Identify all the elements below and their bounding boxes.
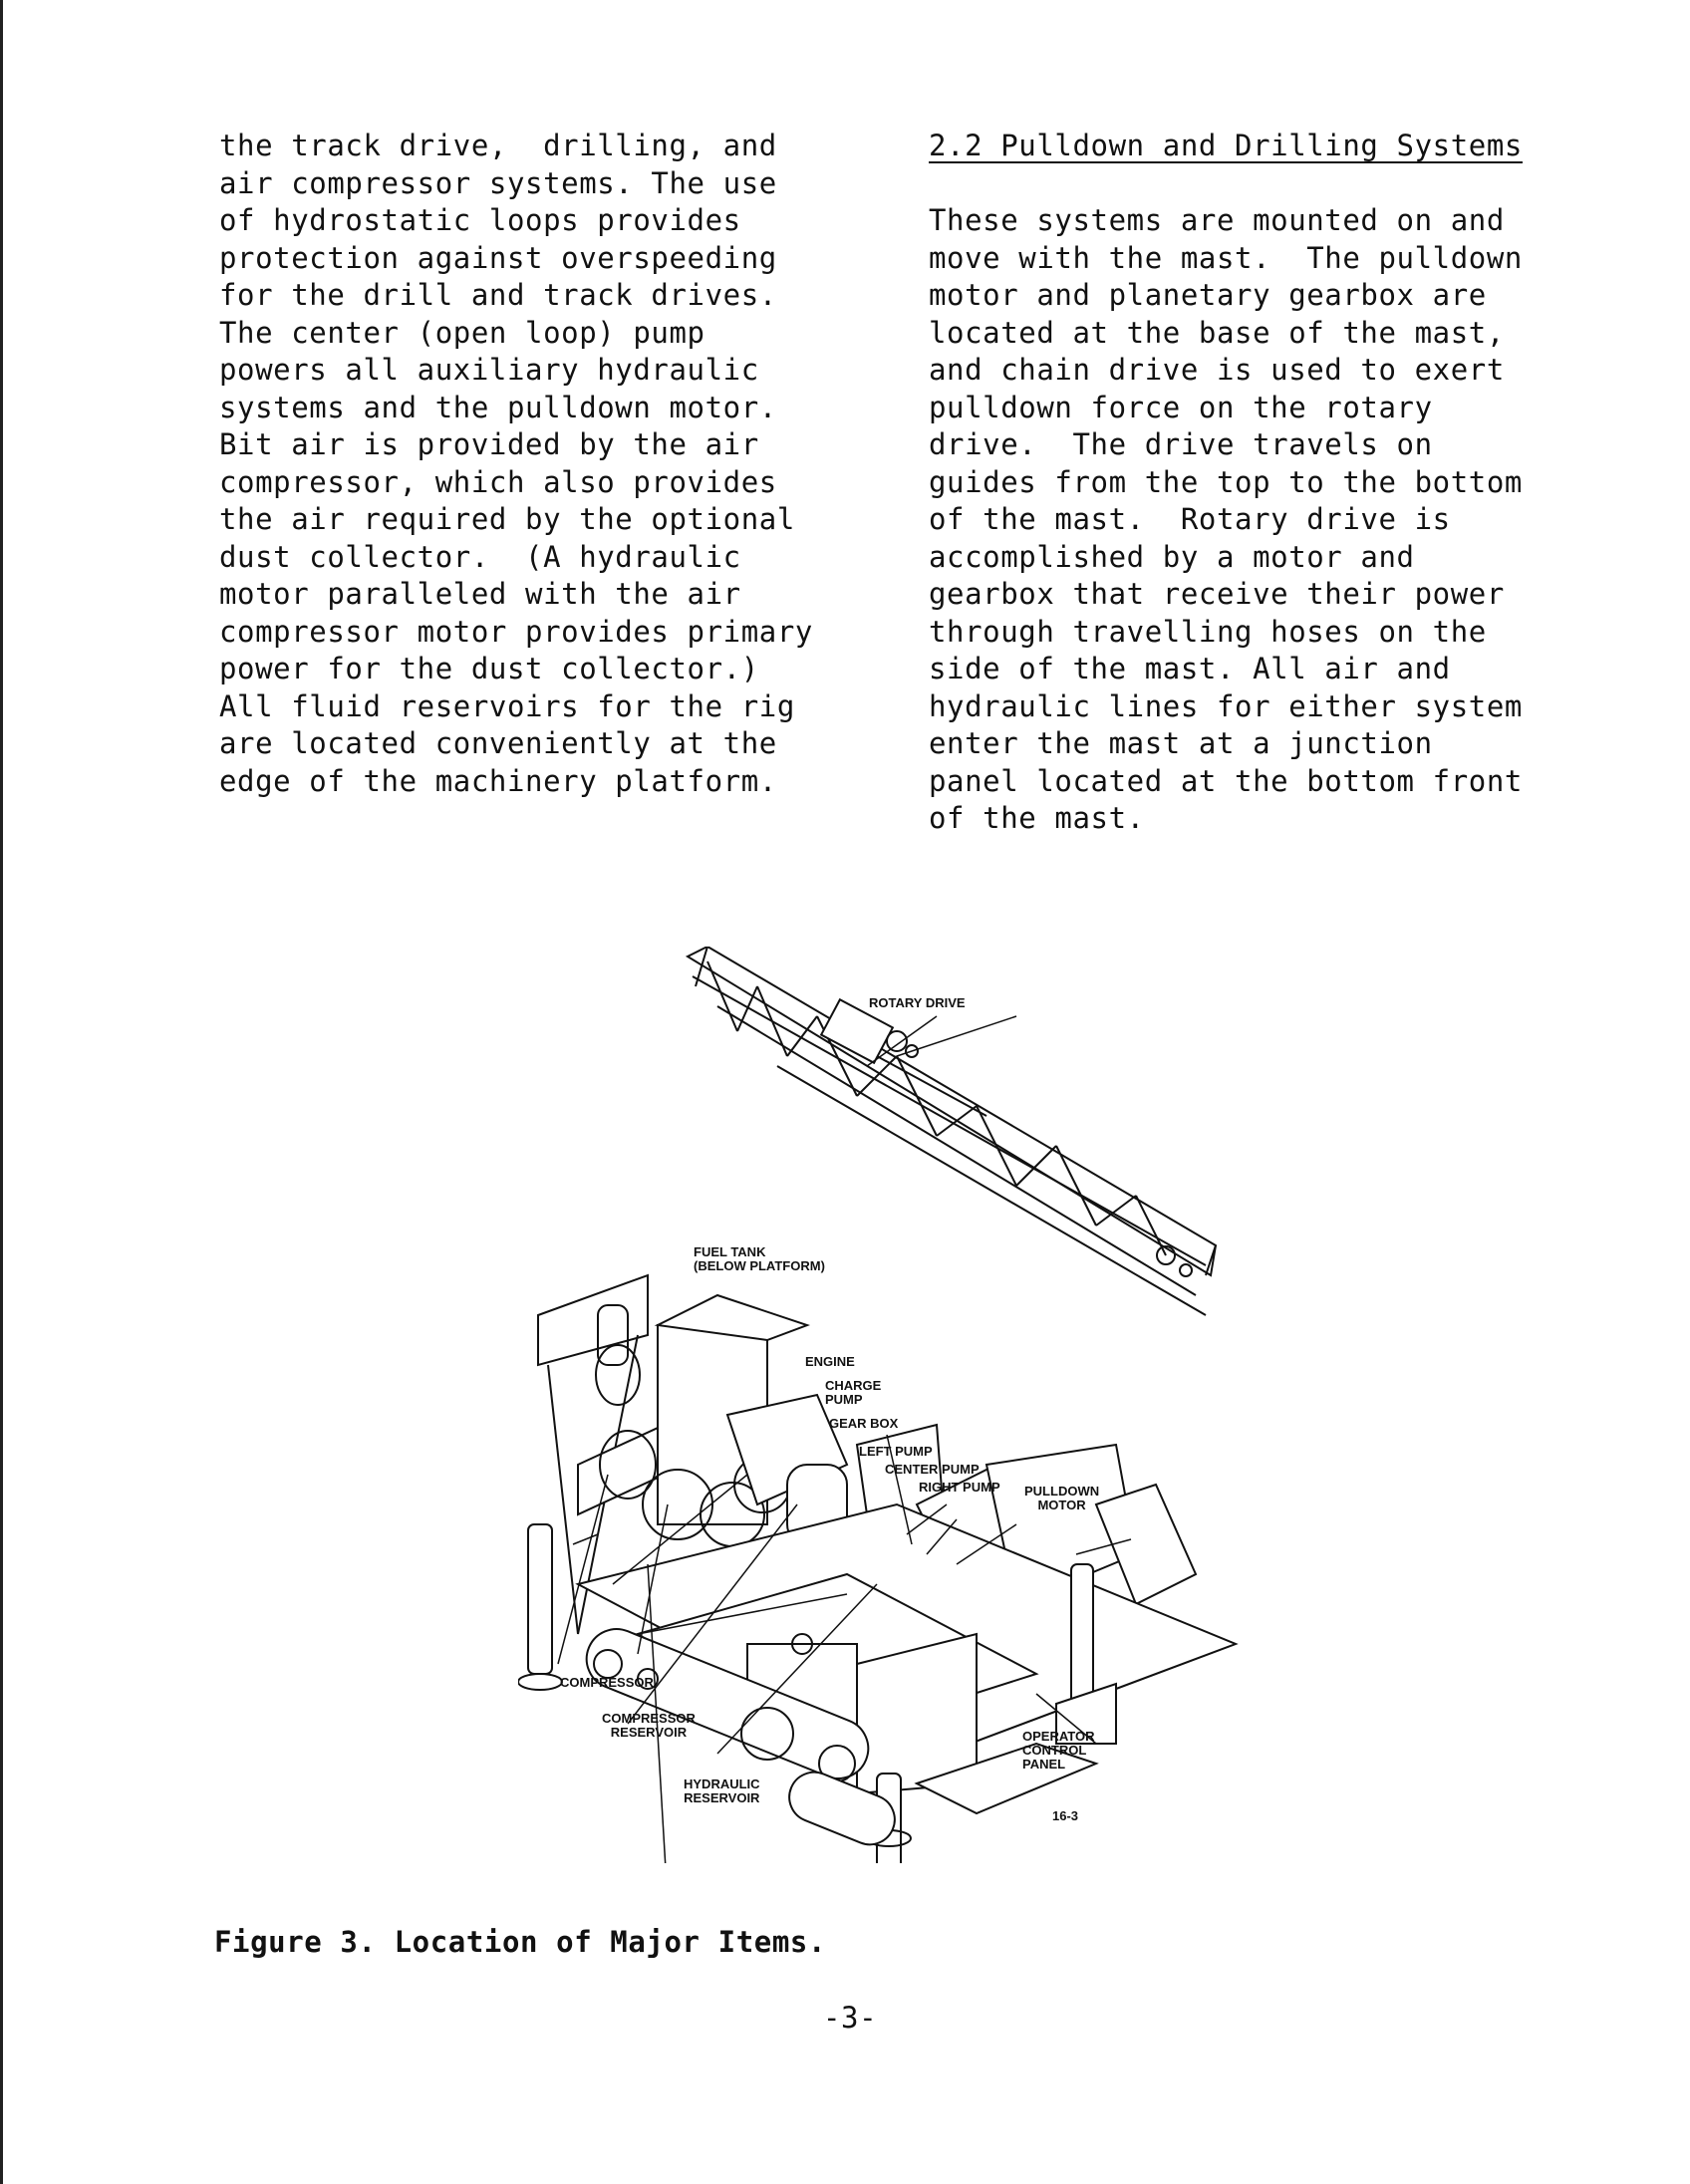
label-compressor: COMPRESSOR	[560, 1675, 654, 1690]
left-text-line: All fluid reservoirs for the rig	[219, 688, 795, 723]
label-pulldown-motor: PULLDOWN MOTOR	[1024, 1484, 1100, 1512]
right-text-line: side of the mast. All air and	[929, 652, 1451, 685]
right-text-line: pulldown force on the rotary	[929, 390, 1433, 424]
left-text-line: of hydrostatic loops provides	[219, 203, 741, 237]
left-text-line: dust collector. (A hydraulic	[219, 539, 741, 574]
right-text-line: hydraulic lines for either system	[929, 688, 1523, 723]
left-text-line: power for the dust collector.)	[219, 652, 759, 685]
left-text-line: The center (open loop) pump	[219, 315, 705, 350]
label-compressor-reservoir: COMPRESSOR RESERVOIR	[602, 1711, 696, 1740]
right-text-line: of the mast. Rotary drive is	[929, 502, 1451, 536]
label-rotary-drive: ROTARY DRIVE	[869, 995, 966, 1010]
right-text-line: drive. The drive travels on	[929, 427, 1433, 461]
left-text-line: air compressor systems. The use	[219, 165, 777, 200]
right-text-column	[929, 128, 1566, 838]
left-text-line: systems and the pulldown motor.	[219, 390, 777, 424]
right-text-line: gearbox that receive their power	[929, 577, 1505, 611]
label-fuel-tank: FUEL TANK (BELOW PLATFORM)	[694, 1244, 825, 1273]
label-figure-code: 16-3	[1052, 1808, 1079, 1823]
right-text-line: through travelling hoses on the	[929, 614, 1487, 649]
right-text-line: and chain drive is used to exert	[929, 353, 1505, 387]
label-center-pump: CENTER PUMP	[885, 1462, 980, 1477]
figure-caption: Figure 3. Location of Major Items.	[214, 1925, 827, 1959]
left-text-line: motor paralleled with the air	[219, 577, 741, 611]
left-text-line: the track drive, drilling, and	[219, 129, 777, 162]
right-text-line: of the mast.	[929, 801, 1145, 835]
right-text-line: motor and planetary gearbox are	[929, 278, 1487, 312]
left-text-line: the air required by the optional	[219, 502, 795, 536]
label-gear-box: GEAR BOX	[829, 1416, 899, 1431]
right-text-line: guides from the top to the bottom	[929, 464, 1523, 499]
right-paragraph	[929, 202, 1566, 838]
left-text-column	[219, 128, 837, 800]
right-text-line: accomplished by a motor and	[929, 539, 1415, 574]
heading-spacer	[929, 165, 1566, 203]
left-text-line: for the drill and track drives.	[219, 278, 777, 312]
label-hydraulic-reservoir: HYDRAULIC RESERVOIR	[684, 1776, 760, 1805]
label-left-pump: LEFT PUMP	[859, 1444, 933, 1459]
scan-edge	[0, 0, 3, 2184]
left-text-line: compressor, which also provides	[219, 464, 777, 499]
section-heading: 2.2 Pulldown and Drilling Systems	[929, 129, 1523, 162]
drill-rig-figure	[518, 947, 1275, 1863]
right-text-line: enter the mast at a junction	[929, 726, 1433, 760]
left-text-line: protection against overspeeding	[219, 240, 777, 275]
label-engine: ENGINE	[805, 1354, 855, 1369]
label-right-pump: RIGHT PUMP	[919, 1480, 1000, 1495]
right-text-line: move with the mast. The pulldown	[929, 240, 1523, 275]
left-text-line: powers all auxiliary hydraulic	[219, 353, 759, 387]
left-text-line: edge of the machinery platform.	[219, 763, 777, 798]
left-text-line: compressor motor provides primary	[219, 614, 813, 649]
left-text-line: Bit air is provided by the air	[219, 427, 759, 461]
right-text-line: located at the base of the mast,	[929, 315, 1505, 350]
left-text-line: are located conveniently at the	[219, 726, 777, 760]
right-text-line: These systems are mounted on and	[929, 203, 1505, 237]
rig-base-drawing	[518, 1275, 1236, 1863]
right-text-line: panel located at the bottom front	[929, 763, 1523, 798]
label-charge-pump: CHARGE PUMP	[825, 1378, 882, 1407]
page-number: -3-	[823, 2001, 878, 2035]
label-operator-control-panel: OPERATOR CONTROL PANEL	[1022, 1729, 1095, 1772]
